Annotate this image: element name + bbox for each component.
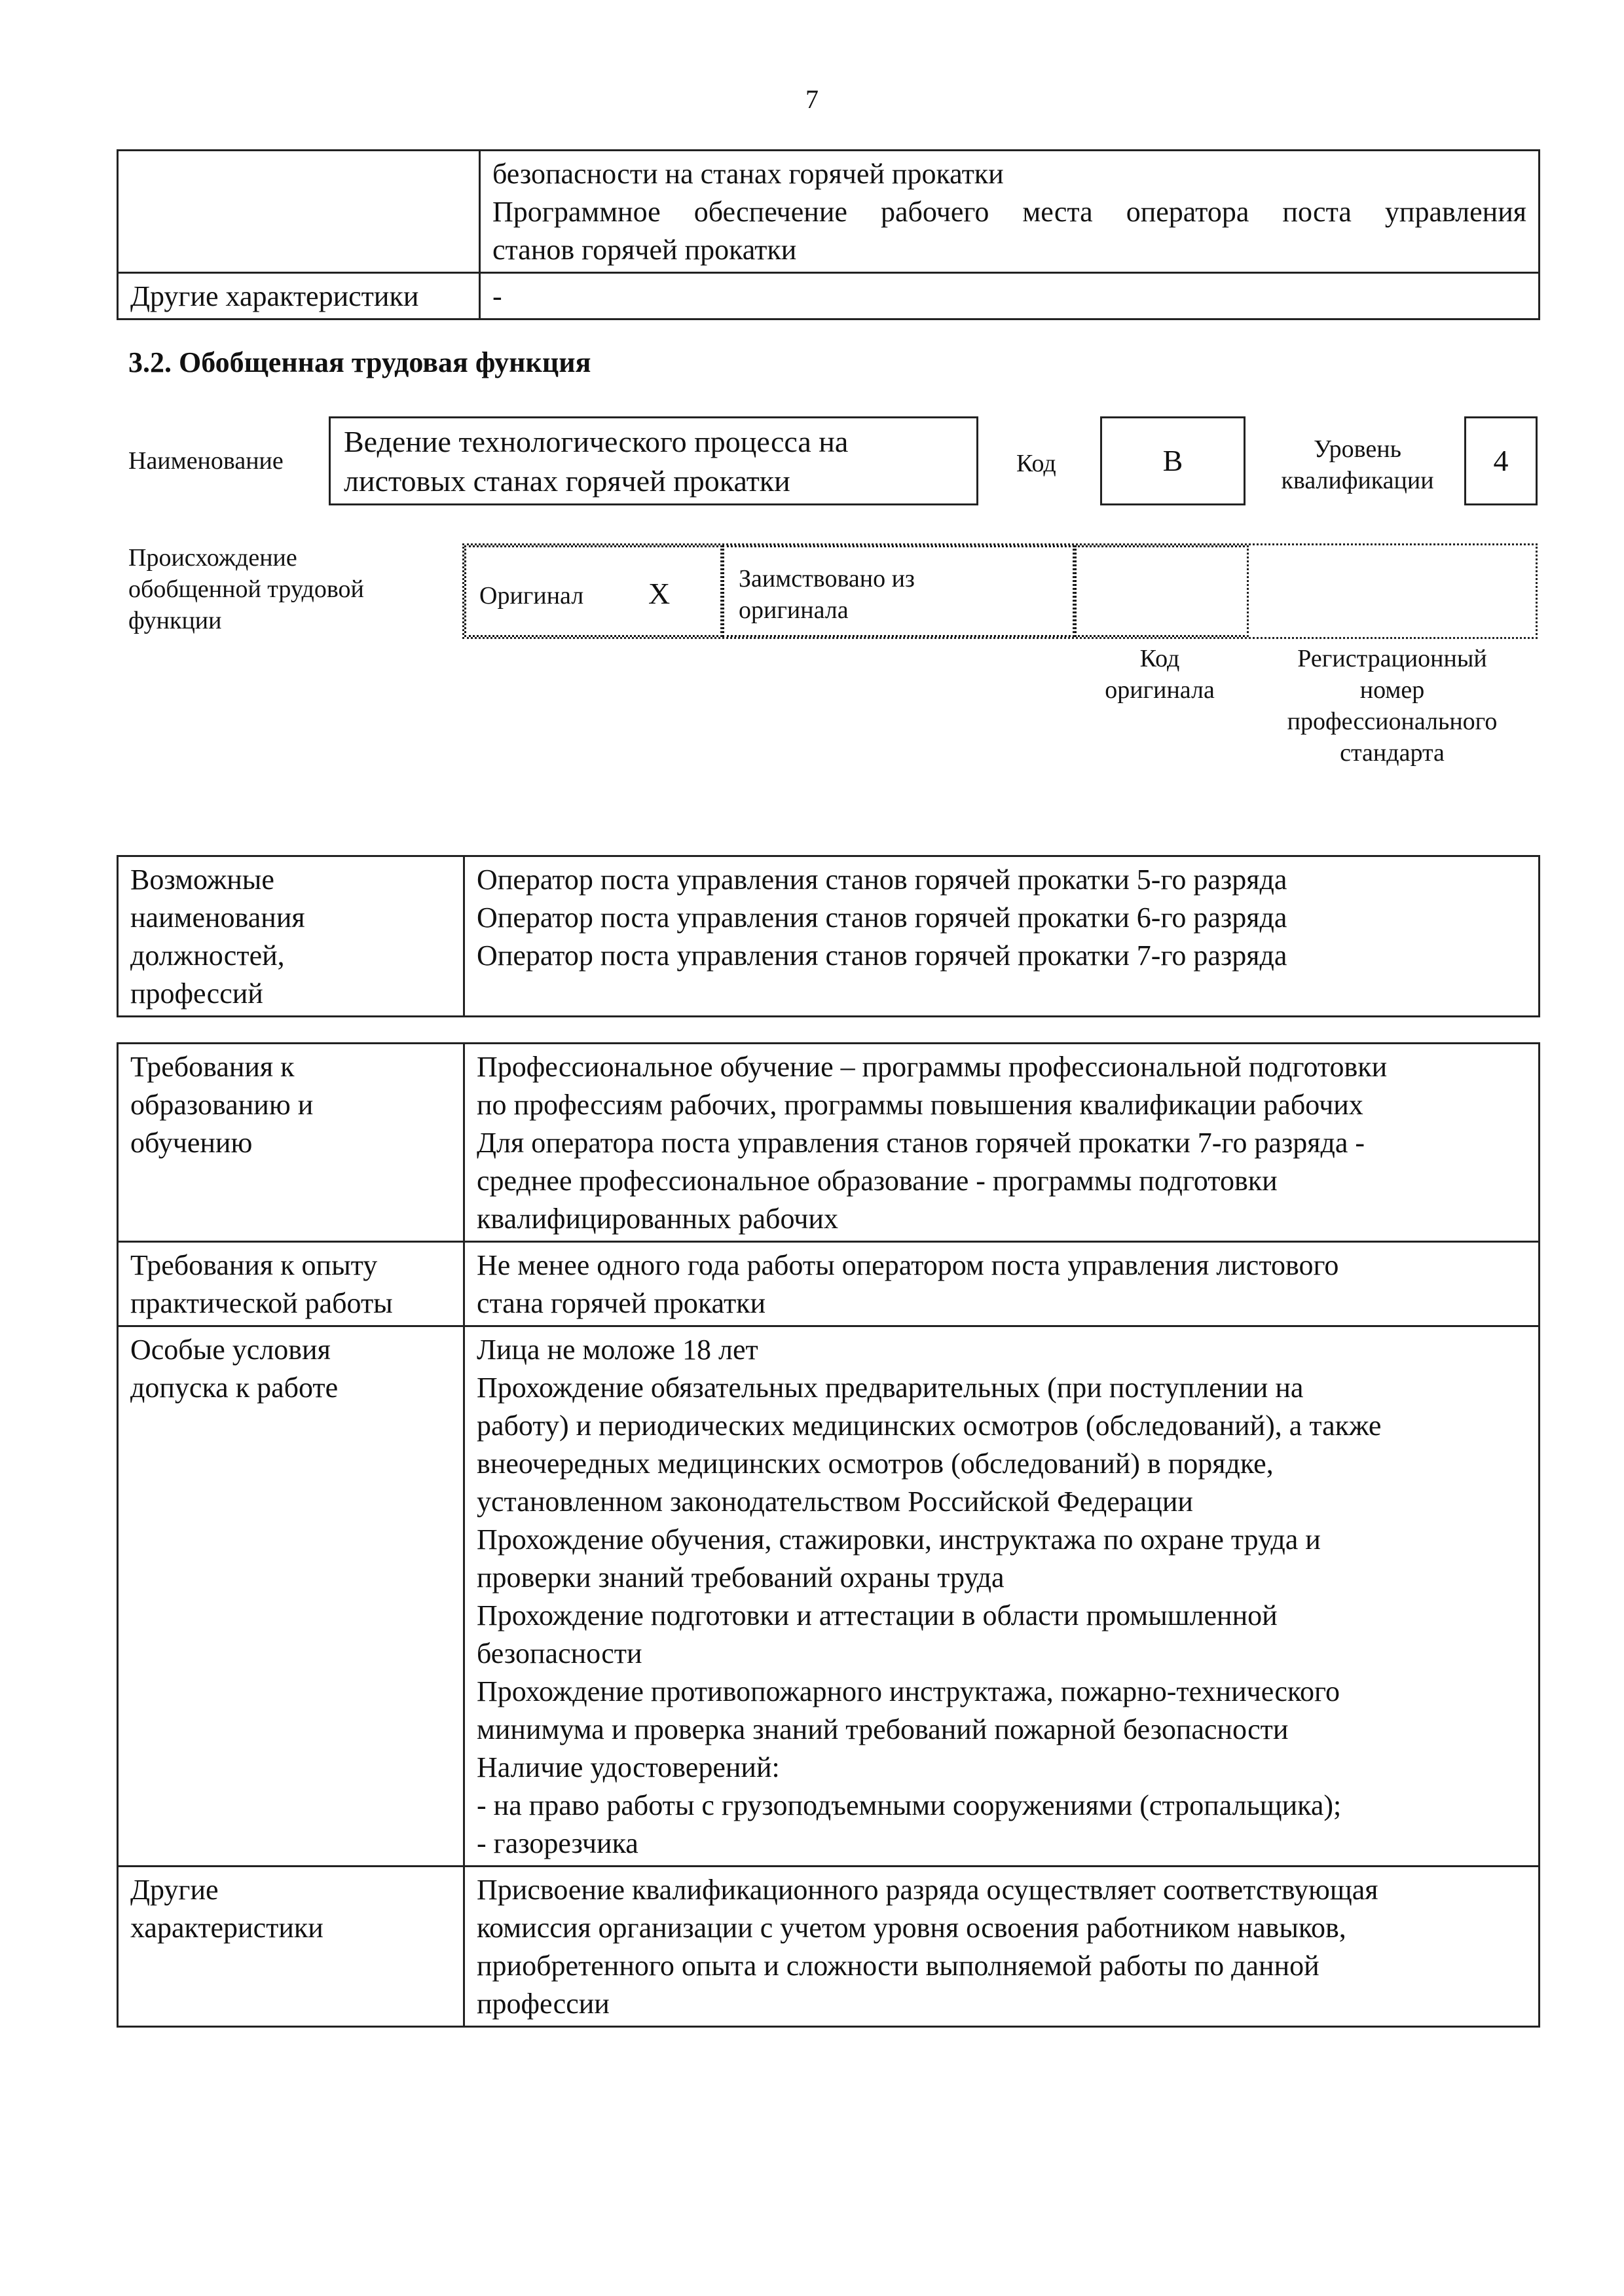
text-line: профессионального (1287, 708, 1498, 735)
text-line: Прохождение обучения, стажировки, инструктажа по охране труда и (477, 1523, 1321, 1556)
original-label: Оригинал (479, 582, 584, 610)
text-line: оригинала (739, 596, 849, 624)
top-table (117, 149, 1540, 320)
table-row (118, 1242, 1540, 1326)
original-code-cell (1075, 545, 1249, 637)
text-line: Присвоение квалификационного разряда осуществляет соответствующая (477, 1874, 1378, 1906)
text-line: - на право работы с грузоподъемными сооружениями (стропальщика); (477, 1789, 1342, 1821)
education-value (464, 1044, 1540, 1242)
text-line: Прохождение обязательных предварительных (при поступлении на (477, 1372, 1304, 1404)
text-line: профессии (477, 1988, 610, 2020)
text-line: - газорезчика (477, 1827, 638, 1859)
text-line: практической работы (130, 1287, 393, 1319)
code-value: B (1162, 444, 1183, 477)
admission-label (118, 1326, 464, 1867)
text-line: квалифицированных рабочих (477, 1203, 838, 1235)
text-line: Заимствовано из (739, 565, 915, 592)
text-line: листовых станах горячей прокатки (344, 464, 790, 498)
table-row (118, 1867, 1540, 2027)
text-line: квалификации (1281, 467, 1434, 494)
text-line: допуска к работе (130, 1372, 339, 1404)
text-line: наименования (130, 902, 305, 934)
text-line: Особые условия (130, 1334, 331, 1366)
list-item: Оператор поста управления станов горячей прокатки 5-го разряда (477, 864, 1287, 896)
text-line: обучению (130, 1127, 253, 1159)
education-label (118, 1044, 464, 1242)
text-line: по профессиям рабочих, программы повышения квалификации рабочих (477, 1089, 1363, 1121)
table-row (118, 151, 1540, 273)
text-line: Требования к (130, 1051, 295, 1083)
text-line: станов горячей прокатки (492, 234, 797, 266)
level-value: 4 (1493, 444, 1509, 477)
text-line: Наличие удостоверений: (477, 1751, 780, 1783)
text-line: Прохождение подготовки и аттестации в области промышленной (477, 1599, 1278, 1631)
admission-value (464, 1326, 1540, 1867)
text-line: Происхождение (128, 544, 297, 572)
text-line: функции (128, 607, 222, 634)
list-item: Оператор поста управления станов горячей прокатки 6-го разряда (477, 902, 1287, 934)
table-row (118, 1044, 1540, 1242)
other-characteristics-value: - (480, 273, 1540, 319)
text-line: стандарта (1340, 739, 1445, 767)
section-title: 3.2. Обобщенная трудовая функция (128, 346, 591, 378)
origin-box (462, 543, 1538, 639)
other-value (464, 1867, 1540, 2027)
other-characteristics-label: Другие характеристики (118, 273, 480, 319)
text-line: безопасности на станах горячей прокатки (492, 158, 1004, 190)
text-line: номер (1359, 676, 1425, 704)
text-line: Требования к опыту (130, 1249, 378, 1281)
empty-label-cell (118, 151, 480, 273)
original-mark: X (648, 577, 671, 610)
text-line: среднее профессиональное образование - программы подготовки (477, 1165, 1278, 1197)
reg-caption (1247, 643, 1538, 769)
reg-number-cell (1249, 545, 1538, 637)
text-line: Программное обеспечение рабочего места оператора поста управления (492, 196, 1526, 228)
text-line: обобщенной трудовой (128, 575, 364, 603)
experience-label (118, 1242, 464, 1326)
page-number: 7 (805, 84, 819, 114)
text-line: проверки знаний требований охраны труда (477, 1561, 1005, 1594)
text-line: минимума и проверка знаний требований пожарной безопасности (477, 1713, 1289, 1745)
code-label: Код (1016, 450, 1056, 477)
text-line: должностей, (130, 939, 285, 972)
text-line: Уровень (1314, 435, 1401, 463)
borrowed-label (739, 563, 915, 626)
table-row (118, 1326, 1540, 1867)
level-label (1263, 433, 1452, 496)
level-value-box (1464, 416, 1538, 505)
table-row (118, 273, 1540, 319)
naming-label: Наименование (128, 447, 284, 475)
code-caption (1073, 643, 1247, 706)
text-line: внеочередных медицинских осмотров (обследований) в порядке, (477, 1448, 1274, 1480)
text-line: оригинала (1105, 676, 1215, 704)
text-line: характеристики (130, 1912, 323, 1944)
text-line: комиссия организации с учетом уровня освоения работником навыков, (477, 1912, 1346, 1944)
text-line: профессий (130, 977, 263, 1010)
tools-cell (480, 151, 1540, 273)
text-line: Другие (130, 1874, 219, 1906)
experience-value (464, 1242, 1540, 1326)
text-line: Лица не моложе 18 лет (477, 1334, 758, 1366)
text-line: Не менее одного года работы оператором поста управления листового (477, 1249, 1339, 1281)
text-line: образованию и (130, 1089, 314, 1121)
positions-values (464, 856, 1540, 1017)
positions-table (117, 855, 1540, 1017)
text-line: Ведение технологического процесса на (344, 425, 849, 458)
table-row (118, 856, 1540, 1017)
text-line: установленном законодательством Российской Федерации (477, 1485, 1193, 1518)
origin-label (128, 542, 364, 636)
text-line: работу) и периодических медицинских осмотров (обследований), а также (477, 1410, 1382, 1442)
text-line: Для оператора поста управления станов горячей прокатки 7-го разряда - (477, 1127, 1365, 1159)
text-line: приобретенного опыта и сложности выполняемой работы по данной (477, 1950, 1320, 1982)
borrowed-cell (722, 545, 1075, 637)
code-value-box (1100, 416, 1246, 505)
text-line: Регистрационный (1297, 645, 1487, 672)
naming-value-box (329, 416, 978, 505)
text-line: безопасности (477, 1637, 642, 1669)
text-line: Возможные (130, 864, 274, 896)
list-item: Оператор поста управления станов горячей прокатки 7-го разряда (477, 939, 1287, 972)
text-line: Профессиональное обучение – программы профессиональной подготовки (477, 1051, 1388, 1083)
original-cell (464, 545, 722, 637)
text-line: стана горячей прокатки (477, 1287, 766, 1319)
requirements-table (117, 1042, 1540, 2028)
text-line: Прохождение противопожарного инструктажа, пожарно-технического (477, 1675, 1340, 1707)
positions-label (118, 856, 464, 1017)
text-line: Код (1139, 645, 1180, 672)
other-label (118, 1867, 464, 2027)
